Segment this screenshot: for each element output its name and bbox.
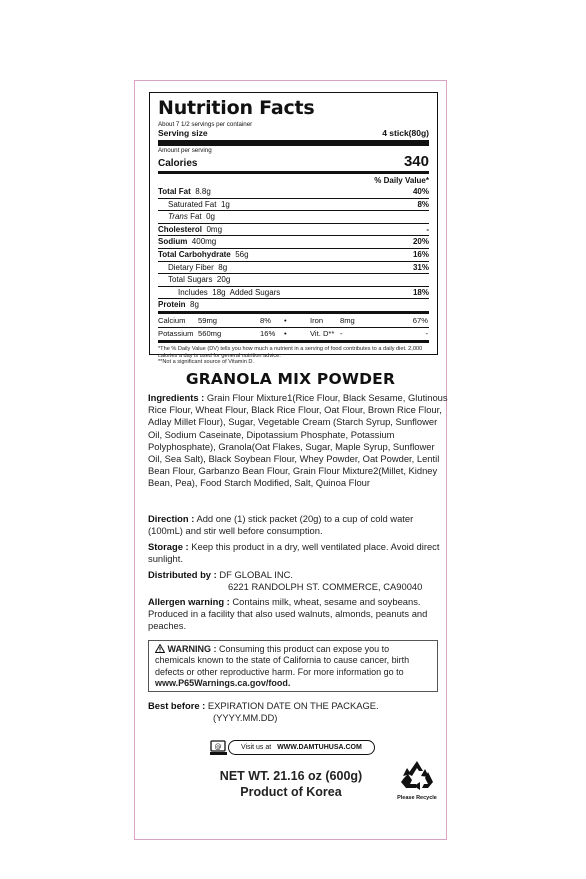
nutrient-row: [158, 198, 429, 211]
warning-link[interactable]: www.P65Warnings.ca.gov/food.: [155, 677, 291, 688]
calories-value: 340: [403, 153, 429, 170]
daily-value-header: [158, 175, 429, 186]
nutrient-daily-value: 16%: [412, 249, 429, 259]
nutrient-name-suffix: Fat: [190, 212, 202, 222]
mineral-amount: 59mg: [198, 315, 217, 325]
website-url[interactable]: WWW.DAMTUHUSA.COM: [277, 744, 362, 751]
nutrient-amount: 8.8g: [195, 187, 211, 196]
nutrient-daily-value: -: [426, 224, 429, 234]
mineral-amount: 560mg: [198, 328, 222, 338]
ingredients-section: [148, 392, 448, 490]
serving-size-row: [158, 128, 429, 138]
ingredients-label: Ingredients :: [148, 392, 205, 403]
nutrition-facts-title: Nutrition Facts: [158, 97, 315, 119]
recycle-label: Please Recycle: [397, 795, 437, 801]
nutrient-label: [158, 249, 249, 261]
nutrient-name: Total Sugars: [168, 275, 213, 285]
nutrient-label: [158, 236, 216, 248]
origin: Product of Korea: [240, 785, 342, 799]
best-before-line1: EXPIRATION DATE ON THE PACKAGE.: [207, 700, 379, 711]
website-pill[interactable]: [228, 740, 375, 755]
warning-label: WARNING :: [167, 644, 217, 654]
servings-per-container: About 7 1/2 servings per container: [158, 121, 253, 128]
nutrient-row: [158, 261, 429, 274]
computer-icon: [210, 740, 228, 755]
mineral-row: [158, 315, 429, 327]
footnote-dv: *The % Daily Value (DV) tells you how much a nutrient in a serving of food contributes to a daily diet. 2,000 calories a day is used for general nutrition advice.: [158, 346, 423, 359]
nutrient-name: Protein: [158, 300, 186, 310]
amount-per-serving: Amount per serving: [158, 147, 212, 154]
mineral-daily-value: 8%: [260, 315, 271, 325]
mineral-name: Potassium: [158, 328, 194, 338]
nutrient-row: [158, 273, 429, 286]
best-before-line2: (YYYY.MM.DD): [213, 712, 278, 724]
allergen-section: [148, 596, 448, 633]
footnote-vitd: **Not a significant source of Vitamin D.: [158, 359, 254, 366]
storage-text: Keep this product in a dry, well ventilated place. Avoid direct sunlight.: [148, 541, 440, 565]
nutrient-label: [158, 262, 227, 274]
recycle-block: [396, 760, 438, 801]
nutrient-amount: 1g: [220, 199, 230, 209]
calories-row: [158, 154, 429, 170]
nutrient-row: [158, 248, 429, 261]
allergen-text: Contains milk, wheat, sesame and soybeans. Produced in a facility that also used walnuts, almonds, peanuts and peaches.: [148, 596, 428, 632]
nutrient-amount: 0mg: [206, 224, 223, 234]
direction-text: Add one (1) stick packet (20g) to a cup of cold water (100mL) and stir well before consumption.: [148, 513, 414, 537]
best-before-label: Best before :: [148, 700, 206, 711]
bullet-separator: •: [284, 315, 287, 325]
ingredients-text: Grain Flour Mixture1(Rice Flour, Black Sesame, Glutinous Rice Flour, Wheat Flour, Black Rice Flour, Oat Flour, Brown Rice Flour, Adlay Millet Flour), Sugar, Vegetable Cream (Starch Syrup, Sunflower Oil, Sodium Caseinate, Dipotassium Phosphate, Potassium Polyphosphate), Granola(Oat Flakes, Sugar, Maple Syrup, Sunflower Oil, Sea Salt), Black Soybean Flour, Whey Powder, Oat Powder, Lentil Bean Flour, Garbanzo Bean Flour, Grain Flour Mixture2(Millet, Kidney Bean, Pea), Food Starch Modified, Salt, Quinoa Flour: [148, 392, 448, 489]
nutrient-label: [158, 199, 230, 211]
nutrient-daily-value: 40%: [412, 187, 429, 196]
mineral-daily-value: 16%: [260, 328, 276, 338]
serving-size-value: 4 stick(80g): [382, 128, 429, 138]
nutrient-amount: 8g: [190, 300, 199, 310]
nutrient-daily-value: 31%: [412, 262, 429, 272]
nutrient-row: [158, 235, 429, 248]
product-title: GRANOLA MIX POWDER: [185, 370, 396, 388]
nutrient-name: Saturated Fat: [168, 199, 217, 209]
nutrient-label: [158, 287, 280, 299]
nutrient-amount: 400mg: [191, 237, 217, 247]
prop65-warning-box: [148, 640, 438, 692]
mineral-name: Iron: [310, 315, 324, 325]
allergen-label: Allergen warning :: [148, 596, 230, 607]
nutrition-facts-panel: [149, 92, 438, 366]
mineral-amount: 8mg: [340, 315, 355, 325]
distributor-address: 6221 RANDOLPH ST. COMMERCE, CA90040: [228, 581, 423, 593]
storage-label: Storage :: [148, 541, 189, 552]
nutrient-amount: 18g Added Sugars: [212, 287, 281, 297]
nutrient-name: Total Carbohydrate: [158, 249, 231, 259]
net-weight-block: [190, 768, 392, 800]
nutrient-row: [158, 286, 429, 299]
mineral-amount: -: [340, 328, 343, 338]
nutrient-daily-value: 18%: [412, 287, 429, 297]
nutrient-name: Includes: [178, 287, 208, 297]
divider: [158, 171, 429, 174]
nutrient-row: [158, 298, 429, 311]
mineral-daily-value: 67%: [412, 315, 428, 325]
nutrient-daily-value: 20%: [412, 237, 429, 247]
nutrient-name: Dietary Fiber: [168, 262, 214, 272]
warning-text: Consuming this product can expose you to chemicals known to the state of California to cause cancer, birth defects or other reproductive harm. For more information go to: [155, 644, 410, 677]
nutrient-row: [158, 186, 429, 198]
nutrient-name: Cholesterol: [158, 224, 203, 234]
nutrient-label: [158, 224, 222, 236]
direction-section: [148, 513, 448, 537]
divider: [158, 340, 429, 343]
calories-label: Calories: [158, 158, 198, 169]
storage-section: [148, 541, 448, 565]
nutrient-amount: 0g: [206, 212, 216, 222]
svg-text:@: @: [214, 743, 222, 751]
nutrient-row: [158, 223, 429, 236]
net-weight: NET WT. 21.16 oz (600g): [219, 769, 363, 783]
mineral-rows: [158, 315, 429, 339]
mineral-daily-value: -: [425, 328, 428, 338]
nutrient-amount: 20g: [216, 275, 231, 285]
nutrient-label: [158, 186, 211, 198]
divider: [158, 140, 429, 146]
nutrient-name: Trans: [168, 212, 188, 222]
nutrient-label: [158, 274, 230, 286]
nutrient-amount: 8g: [218, 262, 228, 272]
mineral-name: Calcium: [158, 315, 186, 325]
nutrient-name: Total Fat: [158, 187, 191, 196]
nutrient-row: [158, 210, 429, 223]
website-badge[interactable]: [210, 740, 376, 757]
nutrient-label: [158, 299, 199, 311]
direction-label: Direction :: [148, 513, 195, 524]
divider: [158, 311, 429, 314]
serving-size-label: Serving size: [158, 128, 208, 138]
nutrient-rows: [158, 186, 429, 311]
best-before-section: [148, 700, 448, 724]
mineral-name: Vit. D**: [310, 328, 335, 338]
nutrient-name: Sodium: [158, 237, 188, 247]
distributor-section: [148, 569, 448, 593]
daily-value-header-text: % Daily Value*: [374, 176, 429, 185]
mineral-row: [158, 327, 429, 340]
distributor-name: DF GLOBAL INC.: [219, 569, 294, 580]
nutrient-daily-value: 8%: [417, 199, 429, 209]
warning-triangle-icon: [155, 644, 168, 654]
nutrient-amount: 56g: [235, 249, 249, 259]
recycle-icon: [400, 777, 434, 794]
nutrient-label: [158, 211, 215, 223]
distributor-label: Distributed by :: [148, 569, 217, 580]
visit-us-text: Visit us at: [241, 744, 272, 751]
bullet-separator: •: [284, 328, 287, 338]
